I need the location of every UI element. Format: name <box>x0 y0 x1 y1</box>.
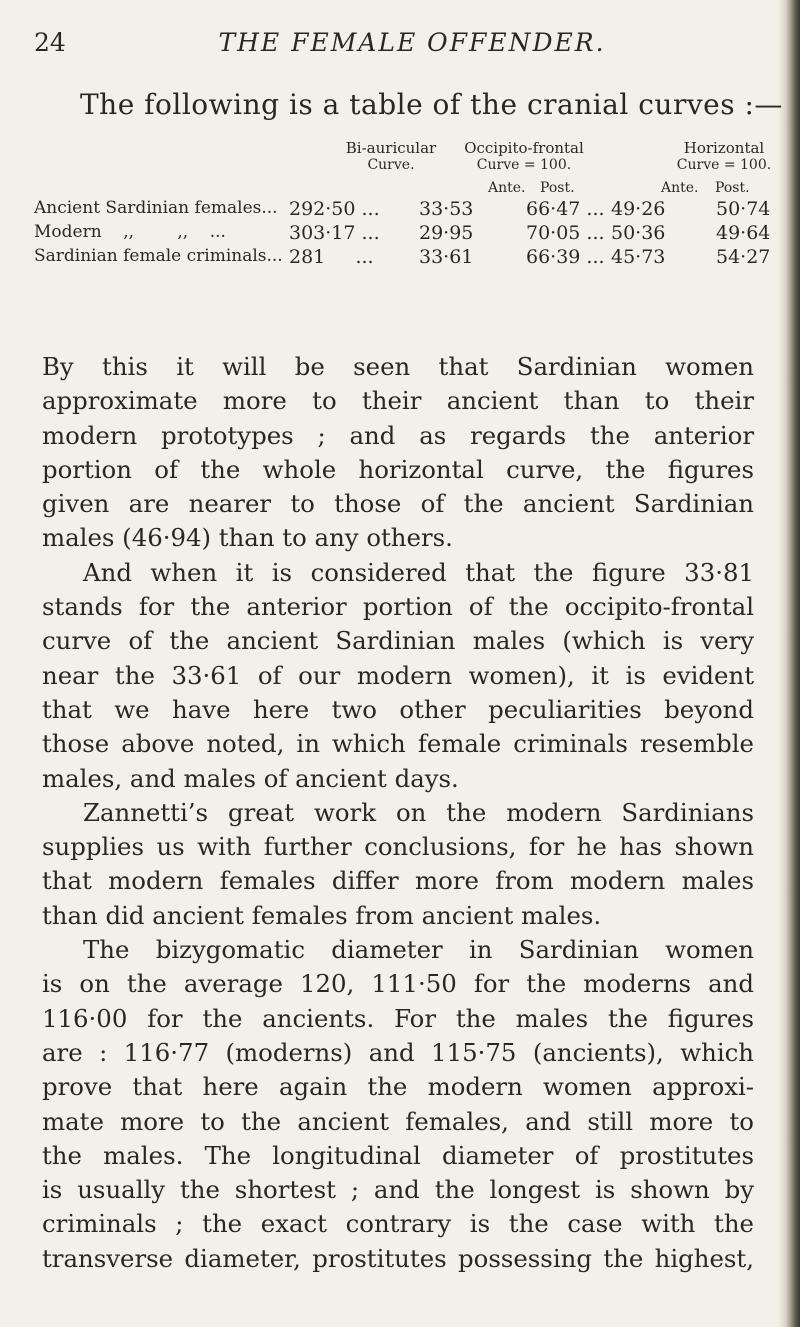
text-line: given are nearer to those of the ancient Sardinian <box>42 489 754 519</box>
text-line: are : 116·77 (moderns) and 115·75 (ancients), which <box>42 1037 754 1067</box>
text-line: By this it will be seen that Sardinian women <box>42 352 754 381</box>
text-line: the males. The longitudinal diameter of prostitutes <box>42 1140 754 1170</box>
text-line: supplies us with further conclusions, for he has shown <box>42 832 754 862</box>
text-line: near the 33·61 of our modern women), it is evident <box>42 660 754 690</box>
text-line: 116·00 for the ancients. For the males the figures <box>42 1003 754 1033</box>
text-line: The bizygomatic diameter in Sardinian women <box>83 935 754 965</box>
page-number: 24 <box>34 28 66 57</box>
subheader-ante: Ante. <box>661 180 699 196</box>
running-title: THE FEMALE OFFENDER. <box>218 28 606 57</box>
subheader-post: Post. <box>715 180 750 196</box>
subheader-post: Post. <box>540 180 575 196</box>
text-line: approximate more to their ancient than to their <box>42 386 754 416</box>
text-line: transverse diameter, prostitutes possessing the highest, <box>42 1243 754 1273</box>
text-line: Zannetti’s great work on the modern Sardinians <box>83 797 754 827</box>
col-header-horizontal: Horizontal Curve = 100. <box>676 139 772 173</box>
text-line: that we have here two other peculiarities beyond <box>42 694 754 724</box>
text-line: prove that here again the modern women approxi- <box>42 1072 754 1102</box>
subheader-ante: Ante. <box>488 180 526 196</box>
text-line: modern prototypes ; and as regards the anterior <box>42 420 754 450</box>
text-line: males (46·94) than to any others. <box>42 523 453 553</box>
text-line: that modern females differ more from modern males <box>42 866 754 896</box>
table-intro: The following is a table of the cranial curves :— <box>80 88 783 121</box>
page-edge-shadow <box>778 0 800 1327</box>
body-text <box>42 350 754 1276</box>
text-line: is on the average 120, 111·50 for the moderns and <box>42 969 754 999</box>
text-line: And when it is considered that the figure 33·81 <box>83 557 754 587</box>
col-header-occipito-frontal: Occipito-frontal Curve = 100. <box>464 139 584 173</box>
text-line: those above noted, in which female criminals resemble <box>42 729 754 759</box>
col-header-bi-auricular: Bi-auricular Curve. <box>345 139 437 173</box>
text-line: criminals ; the exact contrary is the case with the <box>42 1209 754 1239</box>
text-line: is usually the shortest ; and the longest is shown by <box>42 1175 754 1205</box>
text-line: portion of the whole horizontal curve, the figures <box>42 454 754 484</box>
text-line: males, and males of ancient days. <box>42 763 459 793</box>
text-line: stands for the anterior portion of the occipito-frontal <box>42 592 754 622</box>
table-row: Ancient Sardinian females... 292·50 ... 33·53 66·47 ... 49·26 50·74 <box>34 198 771 220</box>
text-line: than did ancient females from ancient males. <box>42 900 602 930</box>
text-line: mate more to the ancient females, and still more to <box>42 1106 754 1136</box>
table-row: Sardinian female criminals... 281 ... 33·61 66·39 ... 45·73 54·27 <box>34 246 771 268</box>
page-header <box>34 28 760 64</box>
table-row: Modern ,, ,, ... 303·17 ... 29·95 70·05 ... 50·36 49·64 <box>34 222 771 244</box>
text-line: curve of the ancient Sardinian males (which is very <box>42 626 754 656</box>
